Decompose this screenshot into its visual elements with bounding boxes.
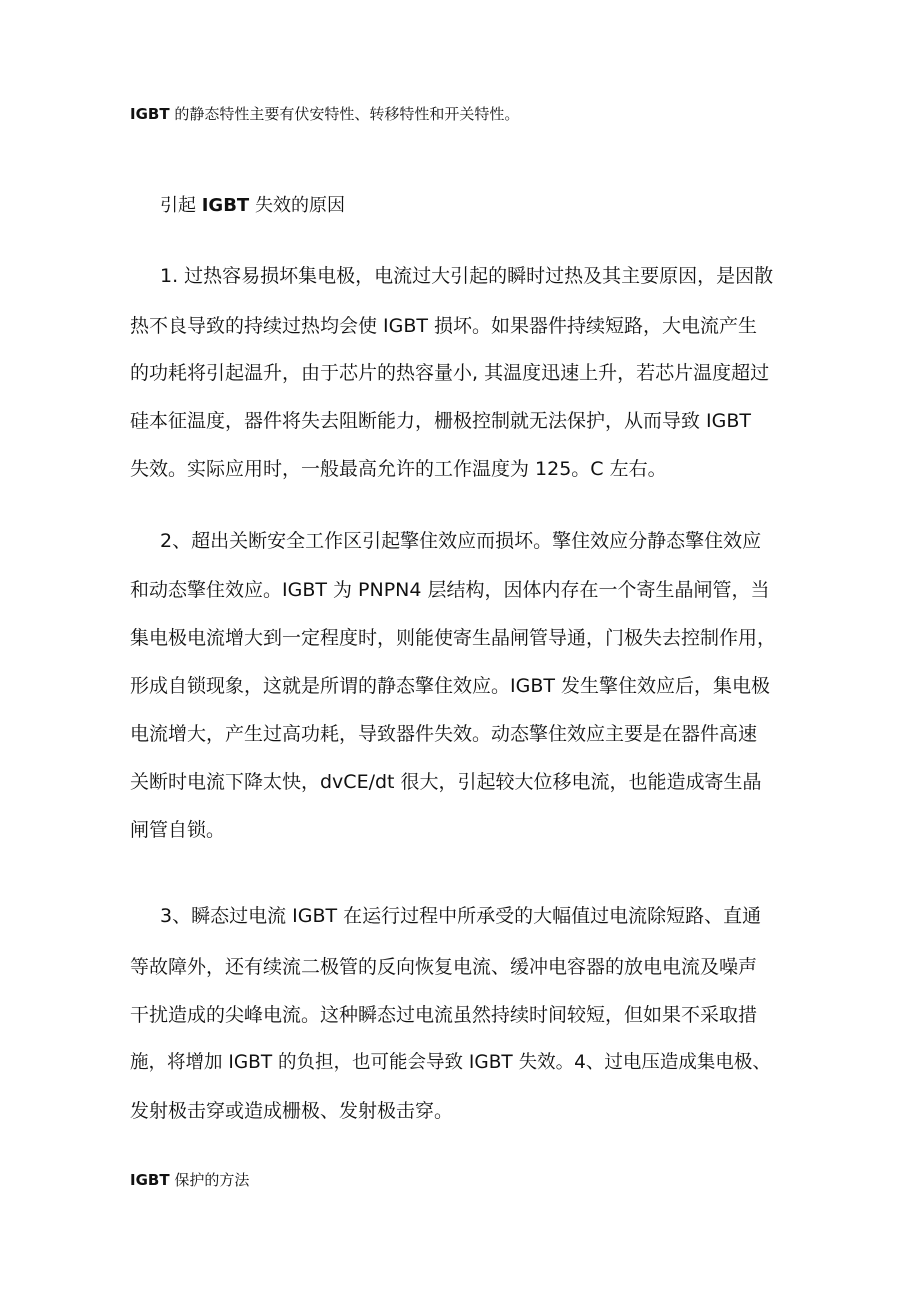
- para2-line: 关断时电流下降太快，dvCE/dt 很大，引起较大位移电流，也能造成寄生晶: [130, 771, 762, 793]
- para3-line: 施，将增加 IGBT 的负担，也可能会导致 IGBT 失效。4、过电压造成集电极、: [130, 1052, 771, 1073]
- para2-line: 集电极电流增大到一定程度时，则能使寄生晶闸管导通，门极失去控制作用，: [130, 627, 777, 649]
- intro-term: IGBT: [130, 105, 170, 123]
- para3-line: 干扰造成的尖峰电流。这种瞬态过电流虽然持续时间较短，但如果不采取措: [130, 1004, 758, 1026]
- closing-heading-text: 保护的方法: [169, 1171, 250, 1189]
- para2-line: 2、超出关断安全工作区引起擎住效应而损坏。擎住效应分静态擎住效应: [160, 530, 762, 552]
- para3-line: 3、瞬态过电流 IGBT 在运行过程中所承受的大幅值过电流除短路、直通: [160, 905, 762, 927]
- para1-line: 热不良导致的持续过热均会使 IGBT 损坏。如果器件持续短路，大电流产生: [130, 315, 758, 337]
- para1-line: 1. 过热容易损坏集电极，电流过大引起的瞬时过热及其主要原因，是因散: [160, 265, 774, 287]
- intro-text: 的静态特性主要有伏安特性、转移特性和开关特性。: [169, 105, 520, 123]
- section-heading-term: IGBT: [201, 195, 250, 216]
- closing-heading-term: IGBT: [130, 1171, 170, 1189]
- para1-line: 硅本征温度，器件将失去阻断能力，栅极控制就无法保护，从而导致 IGBT: [130, 410, 752, 432]
- para2-line: 闸管自锁。: [130, 819, 226, 841]
- para2-line: 形成自锁现象，这就是所谓的静态擎住效应。IGBT 发生擎住效应后，集电极: [130, 675, 771, 697]
- closing-heading: [130, 1170, 249, 1190]
- para2-line: 和动态擎住效应。IGBT 为 PNPN4 层结构，因体内存在一个寄生晶闸管，当: [130, 579, 770, 601]
- section-heading-post: 失效的原因: [249, 195, 345, 216]
- section-heading-pre: 引起: [160, 195, 202, 216]
- section-heading: [160, 192, 345, 220]
- para2-line: 电流增大，产生过高功耗，导致器件失效。动态擎住效应主要是在器件高速: [130, 723, 758, 745]
- intro-line: [130, 104, 519, 124]
- para1-line: 失效。实际应用时，一般最高允许的工作温度为 125。C 左右。: [130, 458, 667, 480]
- para3-line: 发射极击穿或造成栅极、发射极击穿。: [130, 1100, 454, 1122]
- para1-line: 的功耗将引起温升，由于芯片的热容量小, 其温度迅速上升，若芯片温度超过: [130, 362, 770, 384]
- para3-line: 等故障外，还有续流二极管的反向恢复电流、缓冲电容器的放电电流及噪声: [130, 956, 758, 978]
